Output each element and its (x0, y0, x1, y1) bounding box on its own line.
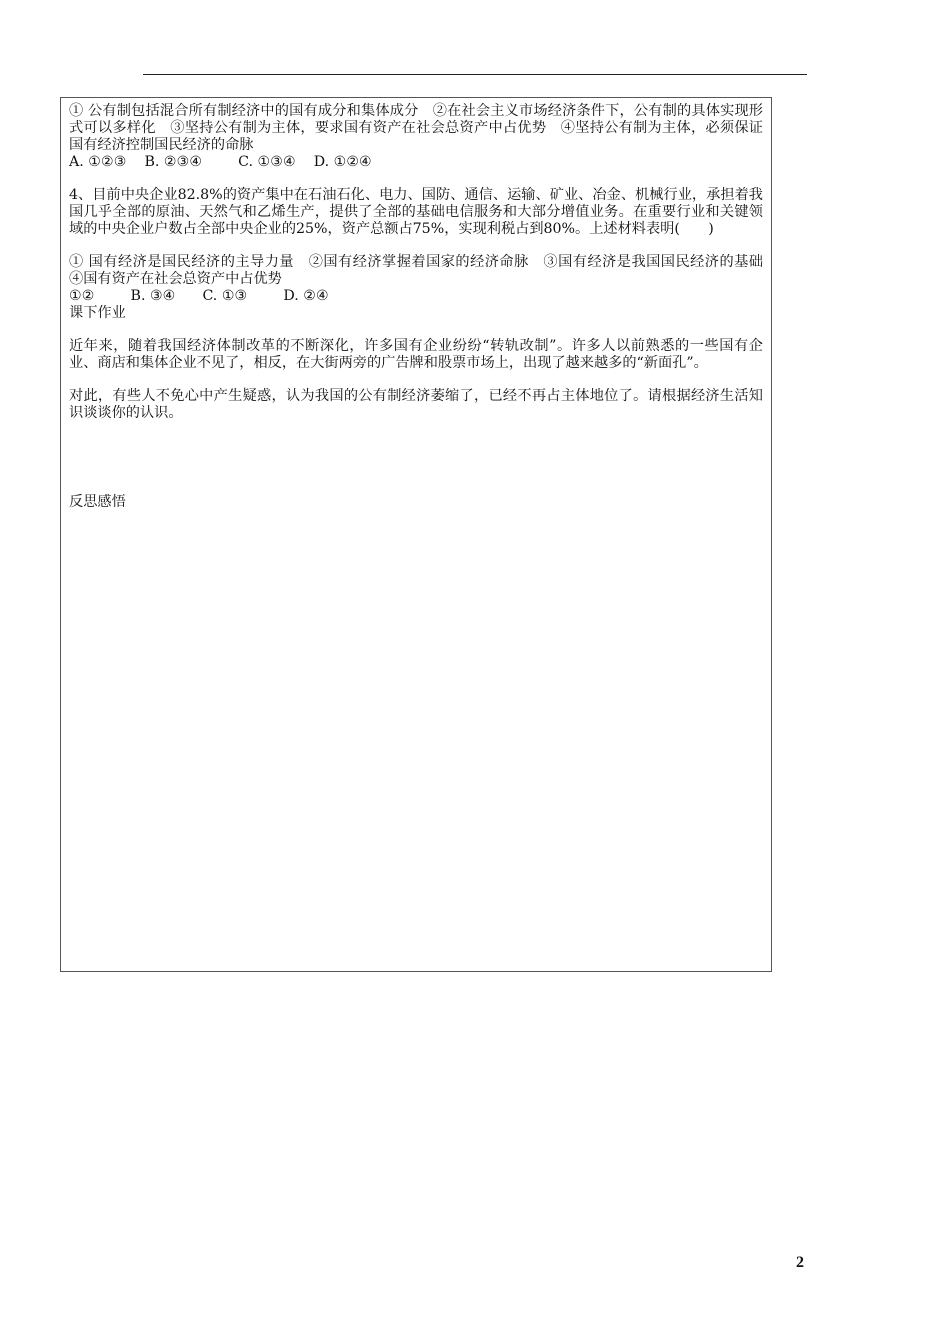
question-4-stem: 4、目前中央企业82.8%的资产集中在石油石化、电力、国防、通信、运输、矿业、冶金、机械行业，承担着我国几乎全部的原油、天然气和乙烯生产，提供了全部的基础电信服务和大部分增值业务。在重要行业和关键领域的中央企业户数占全部中央企业的25%，资产总额占75%，实现利税占到80%。上述材料表明( ) (69, 187, 763, 237)
homework-paragraph-1: 近年来，随着我国经济体制改革的不断深化，许多国有企业纷纷“转轨改制”。许多人以前熟悉的一些国有企业、商店和集体企业不见了，相反，在大街两旁的广告牌和股票市场上，出现了越来越多的“新面孔”。 (69, 338, 763, 371)
page-number: 2 (796, 1254, 804, 1271)
homework-title: 课下作业 (69, 305, 126, 321)
question-3-statements: ① 公有制包括混合所有制经济中的国有成分和集体成分 ②在社会主义市场经济条件下，公有制的具体实现形式可以多样化 ③坚持公有制为主体，要求国有资产在社会总资产中占优势 ④坚持公有制为主体，必须保证国有经济控制国民经济的命脉 (69, 103, 763, 153)
homework-paragraph-2: 对此，有些人不免心中产生疑惑，认为我国的公有制经济萎缩了，已经不再占主体地位了。请根据经济生活知识谈谈你的认识。 (69, 388, 763, 421)
worksheet-box (60, 97, 778, 972)
question-3-options: A. ①②③ B. ②③④ C. ①③④ D. ①②④ (69, 154, 372, 170)
question-4-options: ①② B. ③④ C. ①③ D. ②④ (69, 288, 329, 304)
question-4-statements: ① 国有经济是国民经济的主导力量 ②国有经济掌握着国家的经济命脉 ③国有经济是我国国民经济的基础 ④国有资产在社会总资产中占优势 (69, 254, 778, 287)
header-rule (143, 74, 807, 75)
reflection-title: 反思感悟 (69, 494, 126, 510)
